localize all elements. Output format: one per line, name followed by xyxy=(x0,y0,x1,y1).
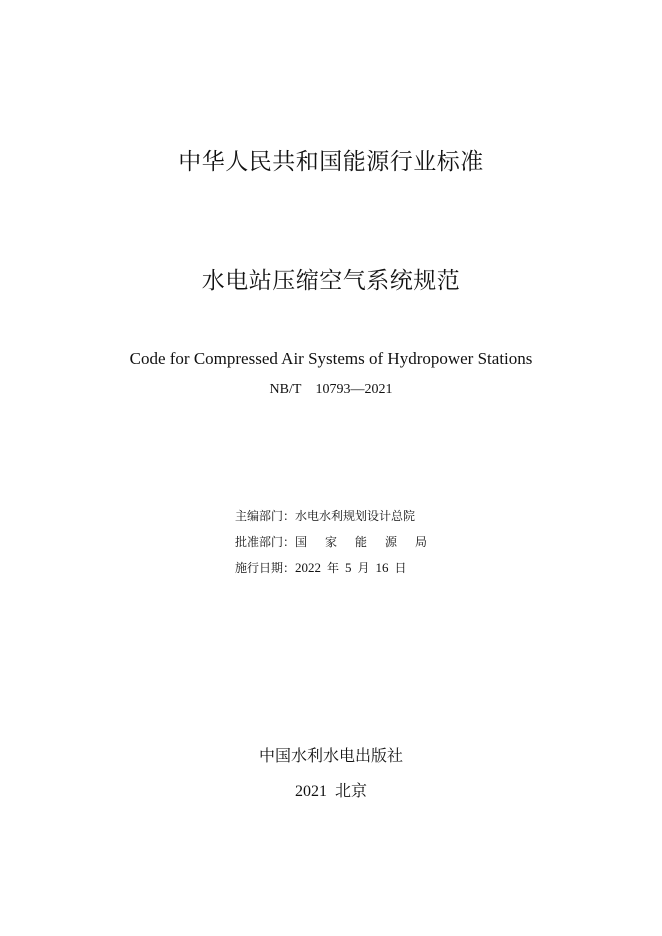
effective-date-row xyxy=(235,555,427,581)
effective-date-year-unit: 年 xyxy=(327,561,340,575)
approver-value: 国家能源局 xyxy=(295,535,428,549)
approver-row xyxy=(235,529,427,555)
publication-year-city xyxy=(0,778,662,801)
standard-number xyxy=(0,382,662,398)
standard-category: 中华人民共和国能源行业标准 xyxy=(178,149,484,175)
approver-label: 批准部门： xyxy=(235,535,296,549)
publication-city: 北京 xyxy=(334,781,367,800)
effective-date-day: 16 xyxy=(375,560,389,575)
issuing-info xyxy=(235,503,427,581)
effective-date-day-unit: 日 xyxy=(394,561,407,575)
standard-number-prefix: NB/T xyxy=(269,382,302,397)
effective-date-month: 5 xyxy=(345,560,352,575)
compiler-value: 水电水利规划设计总院 xyxy=(295,509,416,523)
standard-number-code: 10793—2021 xyxy=(315,382,393,397)
publication-year: 2021 xyxy=(294,783,327,800)
effective-date-year: 2022 xyxy=(295,560,322,575)
document-title-english: Code for Compressed Air Systems of Hydropower Stations xyxy=(129,349,533,368)
publisher-name: 中国水利水电出版社 xyxy=(258,746,403,765)
compiler-row xyxy=(235,503,427,529)
effective-date-label: 施行日期： xyxy=(235,561,296,575)
effective-date-month-unit: 月 xyxy=(357,561,370,575)
document-title-chinese: 水电站压缩空气系统规范 xyxy=(201,268,461,294)
compiler-label: 主编部门： xyxy=(235,509,296,523)
